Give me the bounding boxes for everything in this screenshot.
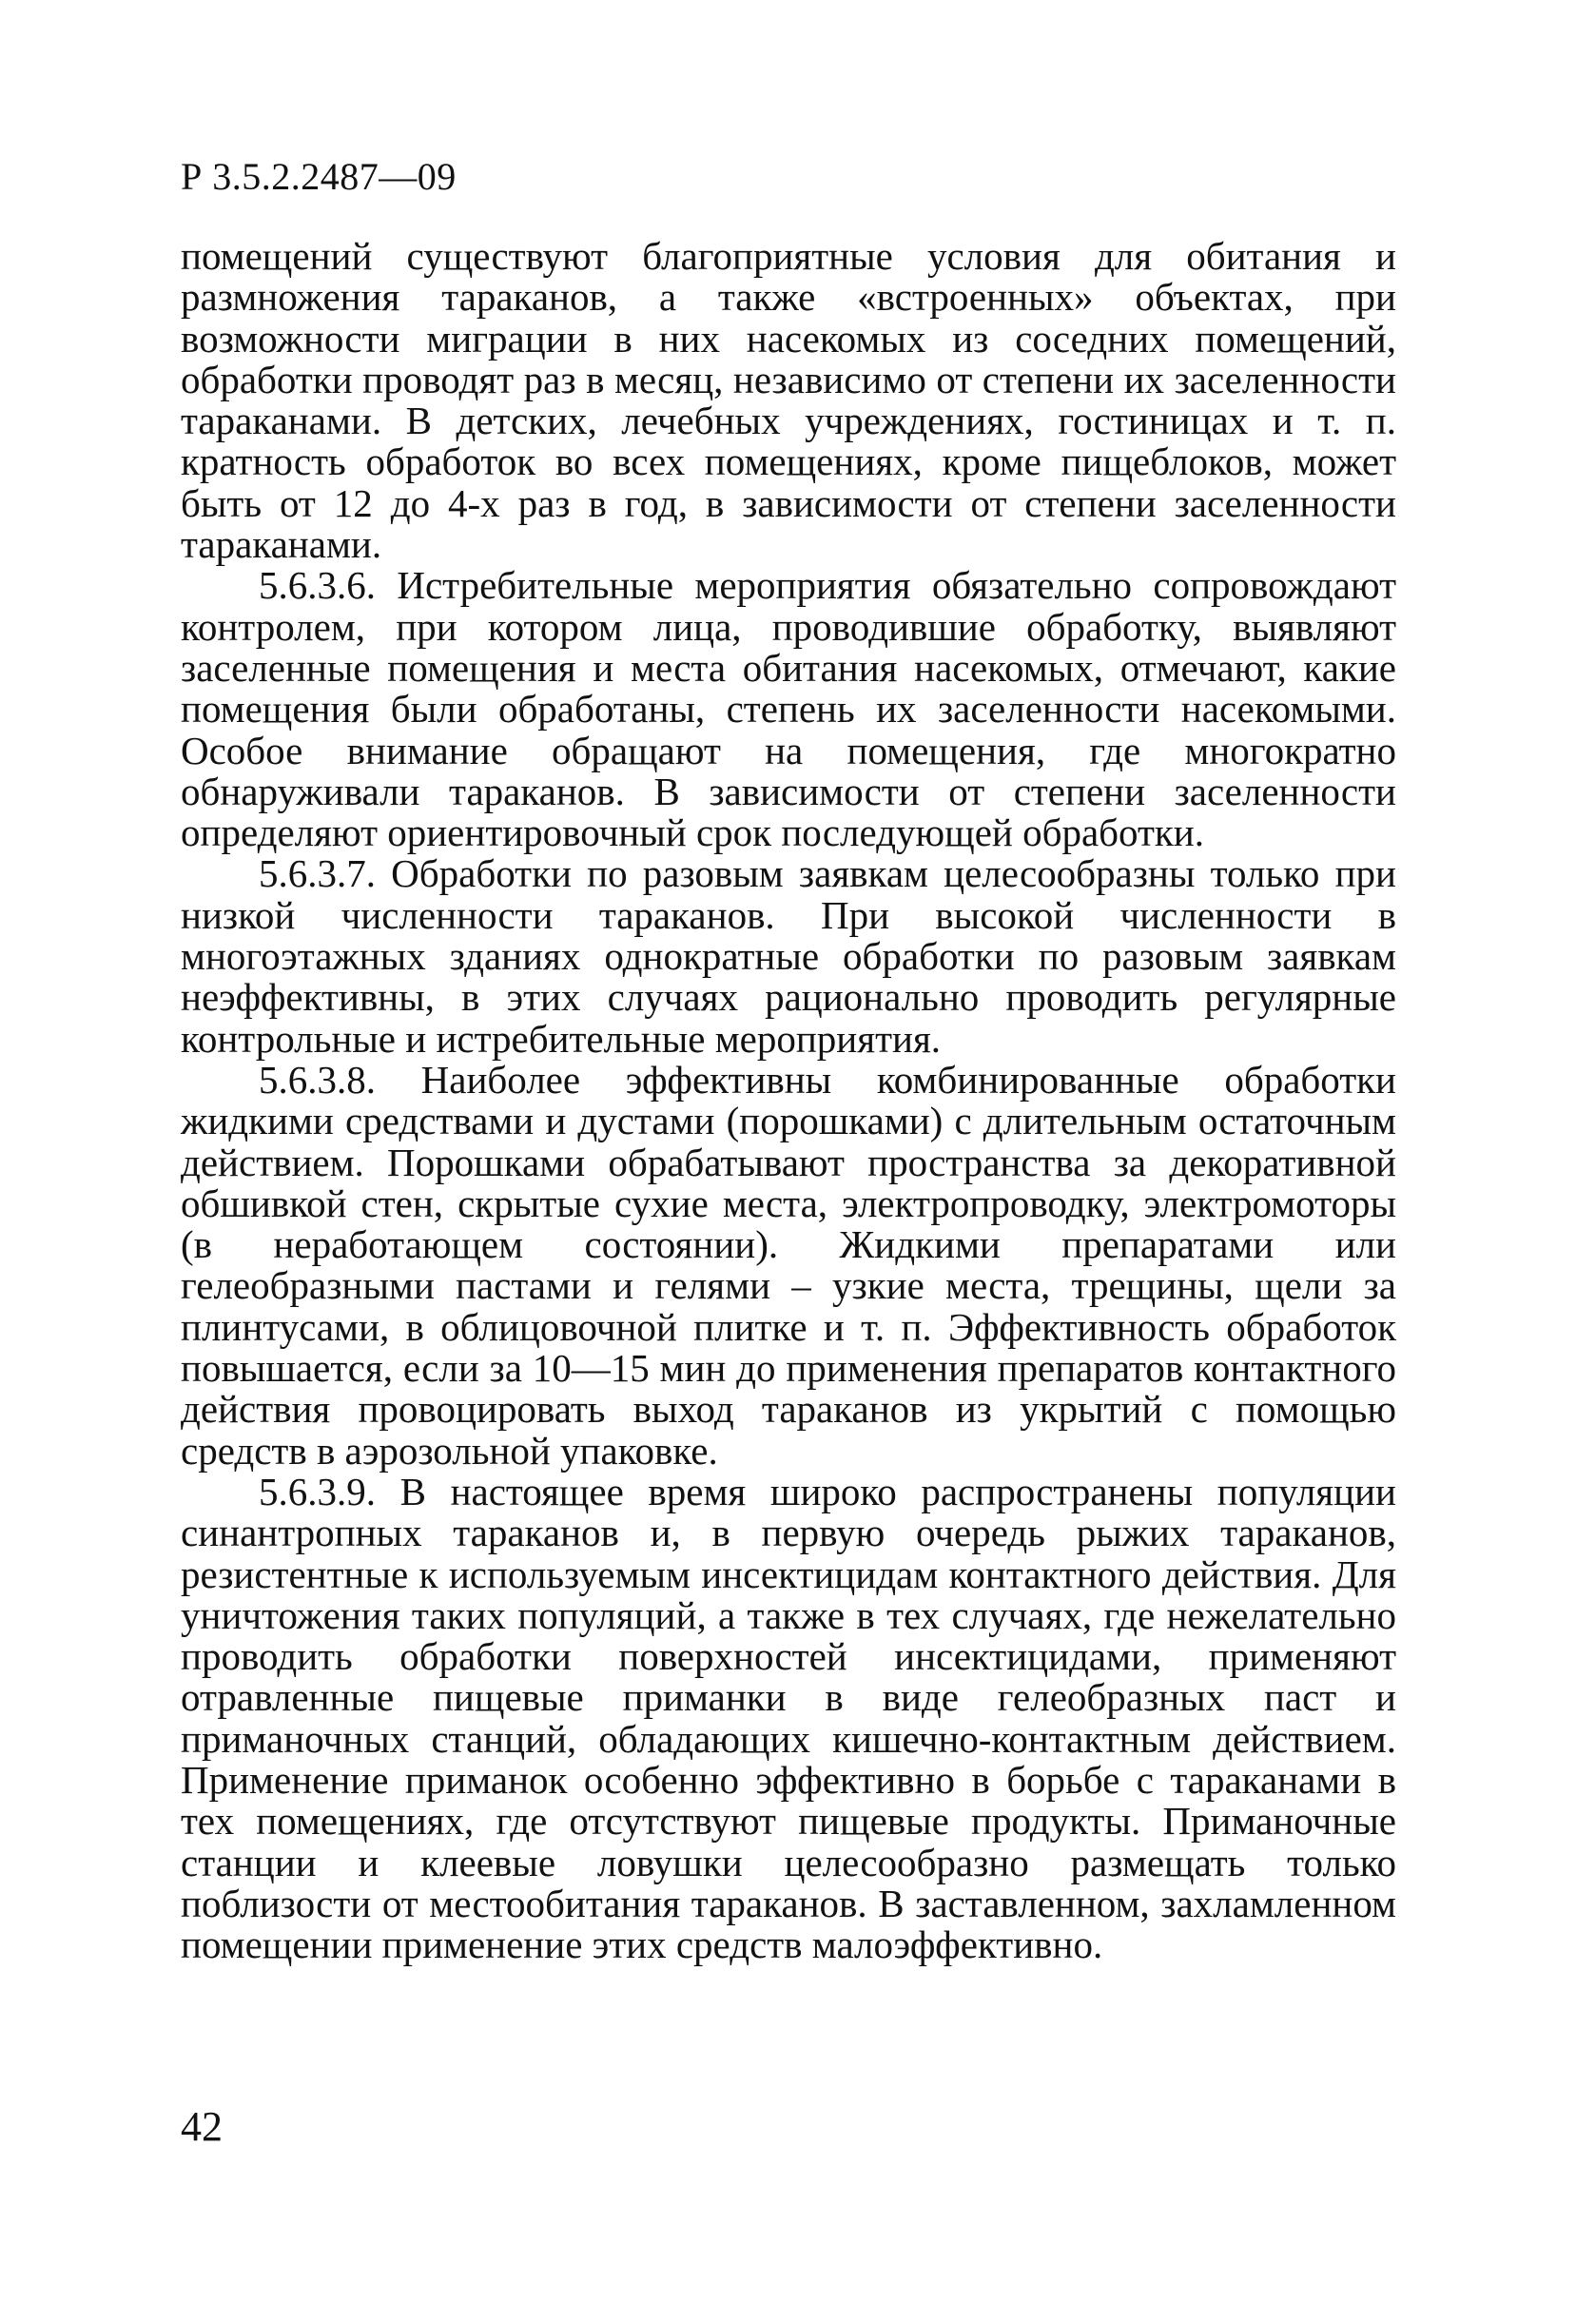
paragraph-5-6-3-8: 5.6.3.8. Наиболее эффективны комбинированные обработки жидкими средствами и дустами (порошками) с длительным остаточным действием. Порошками обрабатывают пространства за декоративной обшивкой стен, скрытые сухие места, электропроводку, электромоторы (в неработающем состоянии). Жидкими препаратами или гелеобразными пастами и гелями – узкие места, трещины, щели за плинтусами, в облицовочной плитке и т. п. Эффективность обработок повышается, если за 10—15 мин до применения препаратов контактного действия провоцировать выход тараканов из укрытий с помощью средств в аэрозольной упаковке. xyxy=(181,1057,1396,1473)
body-text xyxy=(181,236,1396,1965)
page-number: 42 xyxy=(181,2103,223,2150)
paragraph-5-6-3-9: 5.6.3.9. В настоящее время широко распространены популяции синантропных тараканов и, в первую очередь рыжих тараканов, резистентные к используемым инсектицидам контактного действия. Для уничтожения таких популяций, а также в тех случаях, где нежелательно проводить обработки поверхностей инсектицидами, применяют отравленные пищевые приманки в виде гелеобразных паст и приманочных станций, обладающих кишечно-контактным действием. Применение приманок особенно эффективно в борьбе с тараканами в тех помещениях, где отсутствуют пищевые продукты. Приманочные станции и клеевые ловушки целесообразно размещать только поблизости от местообитания тараканов. В заставленном, захламленном помещении применение этих средств малоэффективно. xyxy=(181,1469,1396,1967)
paragraph-5-6-3-6: 5.6.3.6. Истребительные мероприятия обязательно сопровождают контролем, при котором лица, проводившие обработку, выявляют заселенные помещения и места обитания насекомых, отмечают, какие помещения были обработаны, степень их заселенности насекомыми. Особое внимание обращают на помещения, где многократно обнаруживали тараканов. В зависимости от степени заселенности определяют ориентировочный срок последующей обработки. xyxy=(181,563,1396,855)
document-code-header: Р 3.5.2.2487—09 xyxy=(181,155,457,198)
paragraph-5-6-3-7: 5.6.3.7. Обработки по разовым заявкам целесообразны только при низкой численности тараканов. При высокой численности в многоэтажных зданиях однократные обработки по разовым заявкам неэффективны, в этих случаях рационально проводить регулярные контрольные и истребительные мероприятия. xyxy=(181,851,1396,1061)
paragraph-continuation: помещений существуют благоприятные условия для обитания и размножения тараканов, а также «встроенных» объектах, при возможности миграции в них насекомых из соседних помещений, обработки проводят раз в месяц, независимо от степени их заселенности тараканами. В детских, лечебных учреждениях, гостиницах и т. п. кратность обработок во всех помещениях, кроме пищеблоков, может быть от 12 до 4-х раз в год, в зависимости от степени заселенности тараканами. xyxy=(181,234,1396,567)
